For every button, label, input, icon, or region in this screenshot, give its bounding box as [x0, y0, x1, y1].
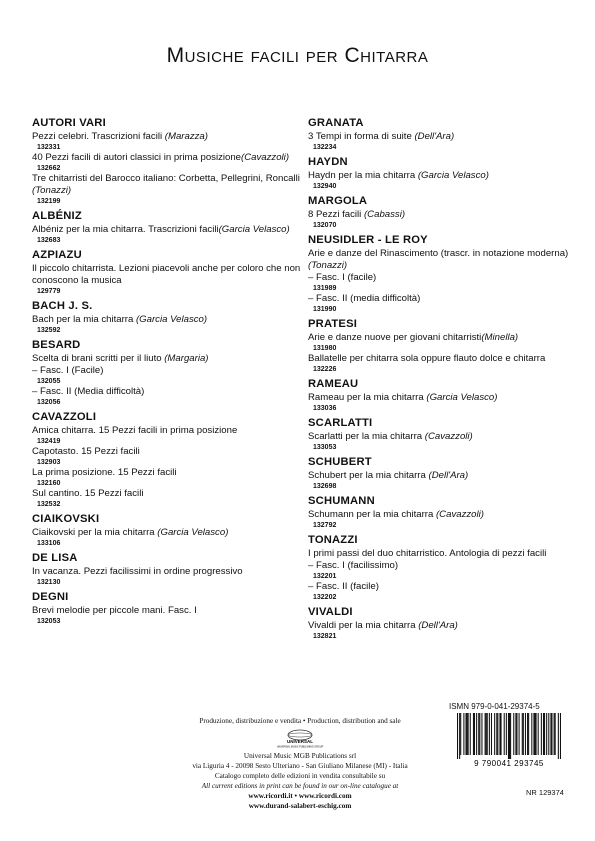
entry-title: Ciaikovski per la mia chitarra: [32, 527, 158, 538]
barcode-bar: [525, 713, 526, 755]
entry-title: Arie e danze del Rinascimento (trascr. in notazione moderna): [308, 248, 569, 259]
barcode-bar: [509, 713, 510, 759]
composer-name: NEUSIDLER - LE ROY: [308, 234, 428, 246]
catalog-entry: [308, 470, 570, 482]
entry-arranger: (Marazza): [164, 131, 208, 142]
catalog-code: 132592: [37, 327, 61, 334]
composer-group: [32, 513, 304, 548]
catalog-code: 132130: [37, 579, 61, 586]
barcode-bar: [485, 713, 486, 755]
catalog-entry: [32, 263, 304, 287]
entry-title: Schubert per la mia chitarra: [308, 470, 429, 481]
svg-text:9 790041 293745: 9 790041 293745: [474, 759, 544, 768]
catalog-code: 132792: [313, 522, 337, 529]
entry-title: 40 Pezzi facili di autori classici in prima posizione: [32, 152, 242, 163]
barcode-bar: [487, 713, 488, 755]
barcode-bar: [457, 713, 458, 759]
entry-arranger: (Minella): [481, 332, 519, 343]
catalog-code: 132331: [37, 144, 61, 151]
barcode-bar: [494, 713, 495, 755]
barcode-bar: [478, 713, 479, 755]
publisher-address: via Liguria 4 - 20098 Sesto Ulteriano - San Giuliano Milanese (MI) - Italia: [192, 762, 408, 770]
entry-title: – Fasc. I (Facile): [32, 365, 104, 376]
barcode-bar: [560, 713, 561, 759]
entry-arranger: (Dell'Ara): [428, 470, 469, 481]
composer-name: AZPIAZU: [32, 249, 82, 261]
entry-arranger: (Dell'Ara): [414, 131, 455, 142]
entry-arranger: (Tonazzi): [32, 185, 72, 196]
entry-title: Capotasto. 15 Pezzi facili: [32, 446, 140, 457]
catalog-entry: [308, 293, 570, 305]
barcode-bar: [555, 713, 556, 755]
barcode-bar: [531, 713, 532, 755]
barcode-bar: [501, 713, 502, 755]
catalog-entry: [32, 314, 304, 326]
entry-arranger: (Garcia Velasco): [417, 170, 489, 181]
catalog-code: 132055: [37, 378, 61, 385]
catalog-entry: [32, 467, 304, 479]
barcode-bar: [473, 713, 474, 755]
composer-name: CAVAZZOLI: [32, 411, 97, 423]
entry-title: La prima posizione. 15 Pezzi facili: [32, 467, 177, 478]
composer-name: RAMEAU: [308, 378, 359, 390]
composer-name: AUTORI VARI: [32, 117, 106, 129]
catalog-code: 132903: [37, 459, 61, 466]
catalog-note-it: Catalogo completo delle edizioni in vendita consultabile su: [214, 772, 386, 780]
barcode-bar: [476, 713, 477, 755]
catalog-entry: [32, 224, 304, 236]
barcode-bar: [474, 713, 475, 755]
catalog-code: 132199: [37, 198, 61, 205]
catalog-entry: [32, 173, 304, 197]
publisher-name: Universal Music MGB Publications srl: [243, 752, 357, 760]
barcode-bar: [544, 713, 545, 755]
entry-title: Tre chitarristi del Barocco italiano: Corbetta, Pellegrini, Roncalli: [32, 173, 300, 184]
publisher-footer: [150, 716, 450, 811]
entry-title: – Fasc. II (media difficoltà): [308, 293, 421, 304]
composer-group: [308, 318, 570, 374]
catalog-code: 129779: [37, 288, 61, 295]
entry-title: – Fasc. I (facile): [308, 272, 377, 283]
composer-name: PRATESI: [308, 318, 358, 330]
catalog-code: 132698: [313, 483, 337, 490]
composer-group: [308, 417, 570, 452]
barcode-bar: [516, 713, 517, 755]
catalog-code: 132940: [313, 183, 337, 190]
catalog-entry: [32, 527, 304, 539]
barcode-bar: [513, 713, 514, 755]
nr-code: NR 129374: [526, 788, 564, 797]
composer-name: DE LISA: [32, 552, 78, 564]
composer-group: [308, 234, 570, 314]
barcode-bar: [546, 713, 547, 755]
barcode-bar: [499, 713, 500, 755]
catalog-entry: [308, 431, 570, 443]
entry-arranger: (Margaria): [164, 353, 209, 364]
composer-group: [32, 300, 304, 335]
entry-title: Scarlatti per la mia chitarra: [308, 431, 425, 442]
entry-title: Schumann per la mia chitarra: [308, 509, 436, 520]
catalog-code: 132234: [313, 144, 337, 151]
entry-title: Albéniz per la mia chitarra. Trascrizioni facili: [32, 224, 219, 235]
barcode-bar: [533, 713, 534, 755]
catalog-entry: [308, 620, 570, 632]
composer-group: [308, 117, 570, 152]
catalog-code: 131989: [313, 285, 337, 292]
catalog-left-column: [32, 117, 304, 630]
catalog-code: 132226: [313, 366, 337, 373]
catalog-entry: [32, 386, 304, 398]
production-line: Produzione, distribuzione e vendita • Production, distribution and sale: [199, 717, 401, 725]
catalog-code: 132683: [37, 237, 61, 244]
catalog-entry: [308, 248, 570, 272]
composer-name: MARGOLA: [308, 195, 368, 207]
entry-arranger: (Tonazzi): [308, 260, 348, 271]
universal-logo: [270, 729, 330, 749]
catalog-code: 132070: [313, 222, 337, 229]
composer-group: [32, 117, 304, 206]
barcode-bar: [459, 713, 460, 759]
barcode-bar: [508, 713, 509, 759]
catalog-note-en: All current editions in print can be found in our on-line catalogue at: [201, 782, 399, 790]
entry-arranger: (Cabassi): [363, 209, 406, 220]
svg-text:UNIVERSAL MUSIC PUBLISHING GRO: UNIVERSAL MUSIC PUBLISHING GROUP: [276, 745, 324, 749]
catalog-entry: [308, 392, 570, 404]
composer-name: VIVALDI: [308, 606, 353, 618]
barcode-bar: [496, 713, 497, 755]
entry-title: Brevi melodie per piccole mani. Fasc. I: [32, 605, 197, 616]
catalog-entry: [32, 605, 304, 617]
url-durand[interactable]: www.durand-salabert-eschig.com: [248, 802, 352, 810]
composer-group: [32, 249, 304, 296]
catalog-entry: [32, 446, 304, 458]
composer-name: SCHUMANN: [308, 495, 375, 507]
composer-name: HAYDN: [308, 156, 348, 168]
entry-title: I primi passi del duo chitarristico. Antologia di pezzi facili: [308, 548, 547, 559]
catalog-code: 132160: [37, 480, 61, 487]
barcode-bar: [481, 713, 482, 755]
entry-title: Scelta di brani scritti per il liuto: [32, 353, 165, 364]
barcode-bar: [534, 713, 535, 755]
barcode-bar: [510, 713, 511, 759]
composer-group: [32, 210, 304, 245]
barcode-bar: [558, 713, 559, 759]
entry-title: Vivaldi per la mia chitarra: [308, 620, 419, 631]
catalog-right-column: [308, 117, 570, 645]
catalog-code: 132419: [37, 438, 61, 445]
catalog-code: 132056: [37, 399, 61, 406]
barcode-bar: [523, 713, 524, 755]
entry-arranger: (Garcia Velasco): [157, 527, 229, 538]
barcode-bar: [543, 713, 544, 755]
entry-title: Amica chitarra. 15 Pezzi facili in prima posizione: [32, 425, 238, 436]
url-ricordi-it[interactable]: www.ricordi.it: [248, 792, 293, 800]
composer-name: BACH J. S.: [32, 300, 93, 312]
catalog-code: 132821: [313, 633, 337, 640]
catalog-code: 131980: [313, 345, 337, 352]
catalog-entry: [308, 560, 570, 572]
entry-arranger: (Garcia Velasco): [135, 314, 208, 325]
catalog-code: 132532: [37, 501, 61, 508]
composer-name: DEGNI: [32, 591, 69, 603]
entry-arranger: (Garcia Velasco): [426, 392, 498, 403]
composer-group: [32, 552, 304, 587]
composer-name: CIAIKOVSKI: [32, 513, 100, 525]
catalog-entry: [308, 332, 570, 344]
entry-title: 8 Pezzi facili: [308, 209, 364, 220]
svg-text:UNIVERSAL: UNIVERSAL: [286, 739, 314, 744]
url-separator: •: [292, 792, 299, 800]
entry-title: 3 Tempi in forma di suite: [308, 131, 415, 142]
composer-group: [32, 591, 304, 626]
catalog-code: 132053: [37, 618, 61, 625]
entry-title: In vacanza. Pezzi facilissimi in ordine progressivo: [32, 566, 243, 577]
barcode-bar: [551, 713, 552, 755]
composer-name: TONAZZI: [308, 534, 358, 546]
url-ricordi-com[interactable]: www.ricordi.com: [298, 792, 352, 800]
barcode-bar: [519, 713, 520, 755]
catalog-entry: [308, 170, 570, 182]
catalog-entry: [308, 272, 570, 284]
barcode-bar: [527, 713, 528, 755]
entry-title: Arie e danze nuove per giovani chitarristi: [308, 332, 482, 343]
composer-group: [308, 195, 570, 230]
catalog-entry: [308, 581, 570, 593]
entry-title: – Fasc. I (facilissimo): [308, 560, 399, 571]
composer-name: BESARD: [32, 339, 81, 351]
barcode-bar: [467, 713, 468, 755]
barcode-bar: [522, 713, 523, 755]
entry-title: Pezzi celebri. Trascrizioni facili: [32, 131, 165, 142]
catalog-code: 133053: [313, 444, 337, 451]
catalog-entry: [308, 353, 570, 365]
entry-title: Il piccolo chitarrista. Lezioni piacevoli anche per coloro che non conoscono la musica: [32, 263, 301, 286]
barcode-bar: [486, 713, 487, 755]
barcode-bar: [504, 713, 505, 755]
composer-group: [308, 456, 570, 491]
catalog-entry: [32, 131, 304, 143]
composer-group: [308, 495, 570, 530]
catalog-entry: [32, 488, 304, 500]
entry-title: Rameau per la mia chitarra: [308, 392, 427, 403]
catalog-entry: [32, 566, 304, 578]
entry-arranger: (Dell'Ara): [418, 620, 458, 631]
barcode-bar: [463, 713, 464, 755]
barcode-bar: [541, 713, 542, 755]
entry-title: Haydn per la mia chitarra: [308, 170, 418, 181]
barcode-bar: [528, 713, 529, 755]
catalog-code: 132202: [313, 594, 337, 601]
barcode-bar: [489, 713, 490, 755]
barcode-bar: [460, 713, 461, 755]
composer-group: [308, 534, 570, 602]
catalog-code: 131990: [313, 306, 337, 313]
composer-name: SCHUBERT: [308, 456, 372, 468]
barcode-bar: [468, 713, 469, 755]
barcode-bar: [470, 713, 471, 755]
composer-name: SCARLATTI: [308, 417, 373, 429]
catalog-entry: [32, 353, 304, 365]
entry-title: Bach per la mia chitarra: [32, 314, 136, 325]
catalog-entry: [308, 131, 570, 143]
barcode-bar: [506, 713, 507, 755]
catalog-code: 132201: [313, 573, 337, 580]
catalog-entry: [308, 209, 570, 221]
catalog-entry: [32, 365, 304, 377]
composer-name: GRANATA: [308, 117, 364, 129]
entry-title: Ballatelle per chitarra sola oppure flauto dolce e chitarra: [308, 353, 546, 364]
barcode-bar: [548, 713, 549, 755]
composer-group: [308, 378, 570, 413]
entry-arranger: (Cavazzoli): [241, 152, 290, 163]
entry-arranger: (Garcia Velasco): [218, 224, 290, 235]
barcode-bar: [497, 713, 498, 755]
barcode-bar: [479, 713, 480, 755]
barcode: [449, 713, 569, 768]
catalog-entry: [32, 425, 304, 437]
barcode-bar: [465, 713, 466, 755]
barcode-bar: [536, 713, 537, 755]
barcode-bar: [550, 713, 551, 755]
entry-arranger: (Cavazzoli): [424, 431, 473, 442]
entry-title: – Fasc. II (facile): [308, 581, 379, 592]
ismn-label: ISMN 979-0-041-29374-5: [449, 702, 540, 711]
catalog-entry: [308, 548, 570, 560]
entry-arranger: (Cavazzoli): [435, 509, 484, 520]
barcode-bar: [538, 713, 539, 755]
catalog-code: 133036: [313, 405, 337, 412]
composer-group: [32, 411, 304, 509]
catalog-code: 133106: [37, 540, 61, 547]
composer-name: ALBÉNIZ: [32, 210, 82, 222]
barcode-bar: [515, 713, 516, 755]
entry-title: – Fasc. II (Media difficoltà): [32, 386, 145, 397]
catalog-code: 132662: [37, 165, 61, 172]
barcode-bar: [554, 713, 555, 755]
entry-title: Sul cantino. 15 Pezzi facili: [32, 488, 144, 499]
page-title: Musiche facili per Chitarra: [166, 44, 429, 67]
composer-group: [308, 156, 570, 191]
composer-group: [308, 606, 570, 641]
catalog-entry: [308, 509, 570, 521]
composer-group: [32, 339, 304, 407]
barcode-bar: [491, 713, 492, 755]
catalog-entry: [32, 152, 304, 164]
